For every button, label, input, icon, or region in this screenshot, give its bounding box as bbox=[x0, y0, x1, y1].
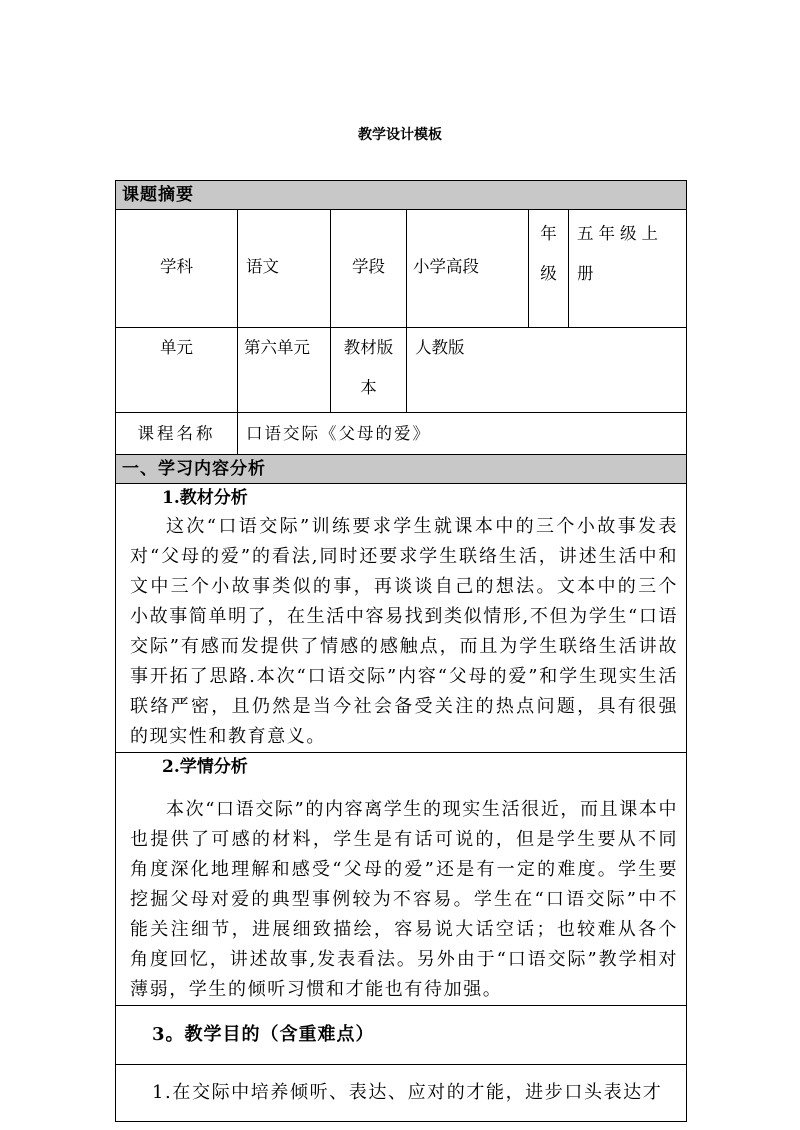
textbook-analysis-title: 1.教材分析 bbox=[162, 488, 248, 508]
course-name-label: 课程名称 bbox=[116, 413, 238, 455]
edition-label-line-2: 本 bbox=[360, 378, 377, 397]
teaching-goal-title-cell bbox=[116, 1006, 687, 1065]
teaching-goal-text: 1.在交际中培养倾听、表达、应对的才能，进步口头表达才 bbox=[152, 1082, 663, 1103]
grade-label-line-1: 年 bbox=[540, 224, 557, 243]
learning-section-header: 一、学习内容分析 bbox=[116, 455, 687, 484]
grade-value-line-2: 册 bbox=[577, 264, 599, 283]
grade-value bbox=[569, 210, 687, 328]
textbook-analysis-cell bbox=[116, 484, 687, 753]
student-analysis-text: 本次“口语交际”的内容离学生的现实生活很近，而且课本中也提供了可感的材料，学生是有话可说的，但是学生要从不同角度深化地理解和感受“父母的爱”还是有一定的难度。学生要挖掘父母对爱的典型事例较为不容易。学生在“口语交际”中不能关注细节，进展细致描绘，容易说大话空话；也较难从各个角度回忆，讲述故事,发表看法。另外由于“口语交际”教学相对薄弱，学生的倾听习惯和才能也有待加强。 bbox=[130, 799, 679, 1000]
subject-label: 学科 bbox=[116, 210, 238, 328]
teaching-goal-text-cell bbox=[116, 1065, 687, 1122]
textbook-analysis-text: 这次“口语交际”训练要求学生就课本中的三个小故事发表对“父母的爱”的看法,同时还要求学生联络生活，讲述生活中和文中三个小故事类似的事，再谈谈自己的想法。文本中的三个小故事简单明了，在生活中容易找到类似情形,不但为学生“口语交际”有感而发提供了情感的感触点，而且为学生联络生活讲故事开拓了思路.本次“口语交际”内容“父母的爱”和学生现实生活联络严密，且仍然是当今社会备受关注的热点问题，具有很强的现实性和教育意义。 bbox=[130, 516, 679, 747]
stage-label: 学段 bbox=[331, 210, 407, 328]
edition-label bbox=[331, 328, 407, 413]
student-analysis-cell bbox=[116, 753, 687, 1006]
edition-label-line-1: 教材版 bbox=[343, 338, 394, 357]
unit-value: 第六单元 bbox=[238, 328, 331, 413]
page-title: 教学设计模板 bbox=[358, 127, 442, 143]
teaching-goal-title: 3。教学目的（含重难点） bbox=[152, 1024, 375, 1045]
summary-section-header: 课题摘要 bbox=[116, 181, 687, 210]
grade-label-line-2: 级 bbox=[540, 264, 557, 283]
unit-label: 单元 bbox=[116, 328, 238, 413]
edition-value: 人教版 bbox=[407, 328, 687, 413]
lesson-design-table bbox=[115, 180, 687, 1122]
stage-value: 小学高段 bbox=[407, 210, 529, 328]
grade-label bbox=[529, 210, 569, 328]
course-name-value: 口语交际《父母的爱》 bbox=[238, 413, 687, 455]
subject-value: 语文 bbox=[238, 210, 331, 328]
grade-value-line-1: 五年级上 bbox=[577, 224, 663, 243]
student-analysis-title: 2.学情分析 bbox=[162, 757, 248, 777]
